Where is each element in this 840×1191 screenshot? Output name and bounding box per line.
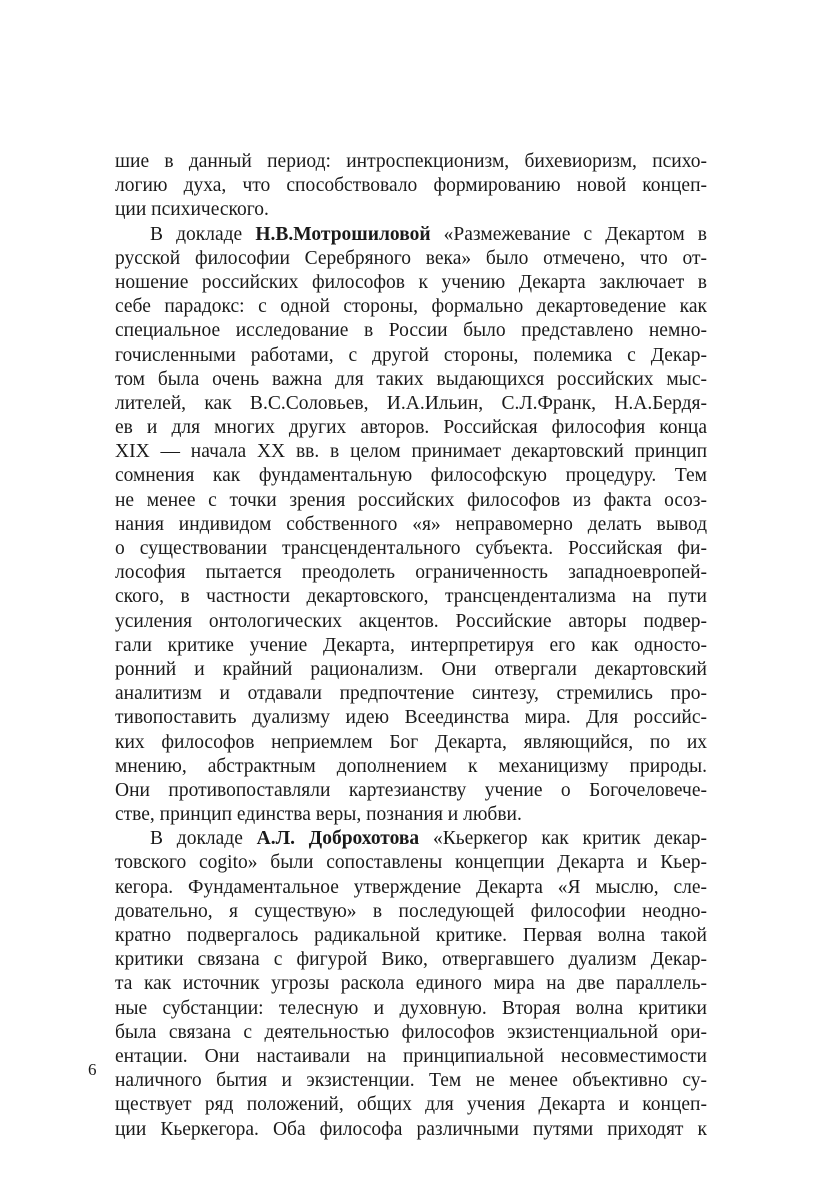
text-line: ции Кьеркегора. Оба философа различными путями приходят к bbox=[115, 1118, 707, 1140]
text-line: себе парадокс: с одной стороны, формально декартоведение как bbox=[115, 296, 707, 318]
text-line: ентации. Они настаивали на принципиальной несовместимости bbox=[115, 1045, 707, 1067]
body-text bbox=[115, 150, 707, 1142]
text-line: логию духа, что способствовало формированию новой концеп- bbox=[115, 175, 707, 197]
text-line: шие в данный период: интроспекционизм, бихевиоризм, психо- bbox=[115, 151, 707, 172]
text-line: довательно, я существую» в последующей философии неодно- bbox=[115, 900, 707, 922]
text-line: ев и для многих других авторов. Российская философия конца bbox=[115, 417, 707, 439]
author-name: Н.В.Мотрошиловой bbox=[255, 223, 431, 245]
text-line: ции психического. bbox=[115, 199, 269, 221]
line-text: «Размежевание с Декартом в bbox=[430, 223, 707, 245]
text-line: аналитизм и отдавали предпочтение синтезу, стремились про- bbox=[115, 683, 707, 705]
text-line: товского cogito» были сопоставлены концепции Декарта и Кьер- bbox=[115, 852, 707, 874]
text-line: специальное исследование в России было представлено немно- bbox=[115, 320, 707, 342]
text-line: ные субстанции: телесную и духовную. Вторая волна критики bbox=[115, 997, 707, 1019]
text-line: та как источник угрозы раскола единого мира на две параллель- bbox=[115, 973, 707, 995]
text-line: критики связана с фигурой Вико, отвергавшего дуализм Декар- bbox=[115, 949, 707, 971]
text-line: не менее с точки зрения российских философов из факта осоз- bbox=[115, 489, 707, 511]
text-line: гали критике учение Декарта, интерпретируя его как односто- bbox=[115, 634, 707, 656]
text-line: Они противопоставляли картезианству учение о Богочеловече- bbox=[115, 779, 707, 801]
text-line: русской философии Серебряного века» было отмечено, что от- bbox=[115, 247, 707, 269]
text-line: тивопоставить дуализму идею Всеединства мира. Для российс- bbox=[115, 707, 707, 729]
text-line: лософия пытается преодолеть ограниченность западноевропей- bbox=[115, 562, 707, 584]
text-line: стве, принцип единства веры, познания и любви. bbox=[115, 804, 522, 826]
line-text: В докладе bbox=[150, 828, 257, 850]
text-line: кегора. Фундаментальное утверждение Декарта «Я мыслю, сле- bbox=[115, 876, 707, 898]
text-line: ществует ряд положений, общих для учения Декарта и концеп- bbox=[115, 1094, 707, 1116]
text-line: ского, в частности декартовского, трансцендентализма на пути bbox=[115, 586, 707, 608]
text-line: о существовании трансцендентального субъекта. Российская фи- bbox=[115, 538, 707, 559]
text-line bbox=[115, 827, 707, 851]
line-text: «Кьеркегор как критик декар- bbox=[419, 828, 708, 850]
text-line: гочисленными работами, с другой стороны, полемика с Декар- bbox=[115, 344, 707, 366]
text-line: кратно подвергалось радикальной критике. Первая волна такой bbox=[115, 925, 707, 946]
text-line: мнению, абстрактным дополнением к механицизму природы. bbox=[115, 755, 707, 777]
author-name: А.Л. Доброхотова bbox=[256, 828, 420, 850]
text-line: том была очень важна для таких выдающихся российских мыс- bbox=[115, 368, 707, 390]
text-line bbox=[115, 223, 707, 247]
text-line: лителей, как В.С.Соловьев, И.А.Ильин, С.Л.Франк, Н.А.Бердя- bbox=[115, 392, 707, 414]
text-line: усиления онтологических акцентов. Российские авторы подвер- bbox=[115, 610, 707, 632]
text-line: XIX — начала XX вв. в целом принимает декартовский принцип bbox=[115, 441, 707, 463]
page-number: 6 bbox=[88, 1060, 97, 1079]
text-line: нания индивидом собственного «я» неправомерно делать вывод bbox=[115, 513, 707, 535]
text-line: была связана с деятельностью философов экзистенциальной ори- bbox=[115, 1021, 707, 1043]
text-line: ношение российских философов к учению Декарта заключает в bbox=[115, 271, 707, 293]
text-line: ронний и крайний рационализм. Они отвергали декартовский bbox=[115, 658, 707, 680]
text-line: сомнения как фундаментальную философскую процедуру. Тем bbox=[115, 465, 707, 487]
text-line: ких философов неприемлем Бог Декарта, являющийся, по их bbox=[115, 731, 707, 753]
text-line: наличного бытия и экзистенции. Тем не менее объективно су- bbox=[115, 1070, 707, 1092]
line-text: В докладе bbox=[150, 223, 256, 245]
